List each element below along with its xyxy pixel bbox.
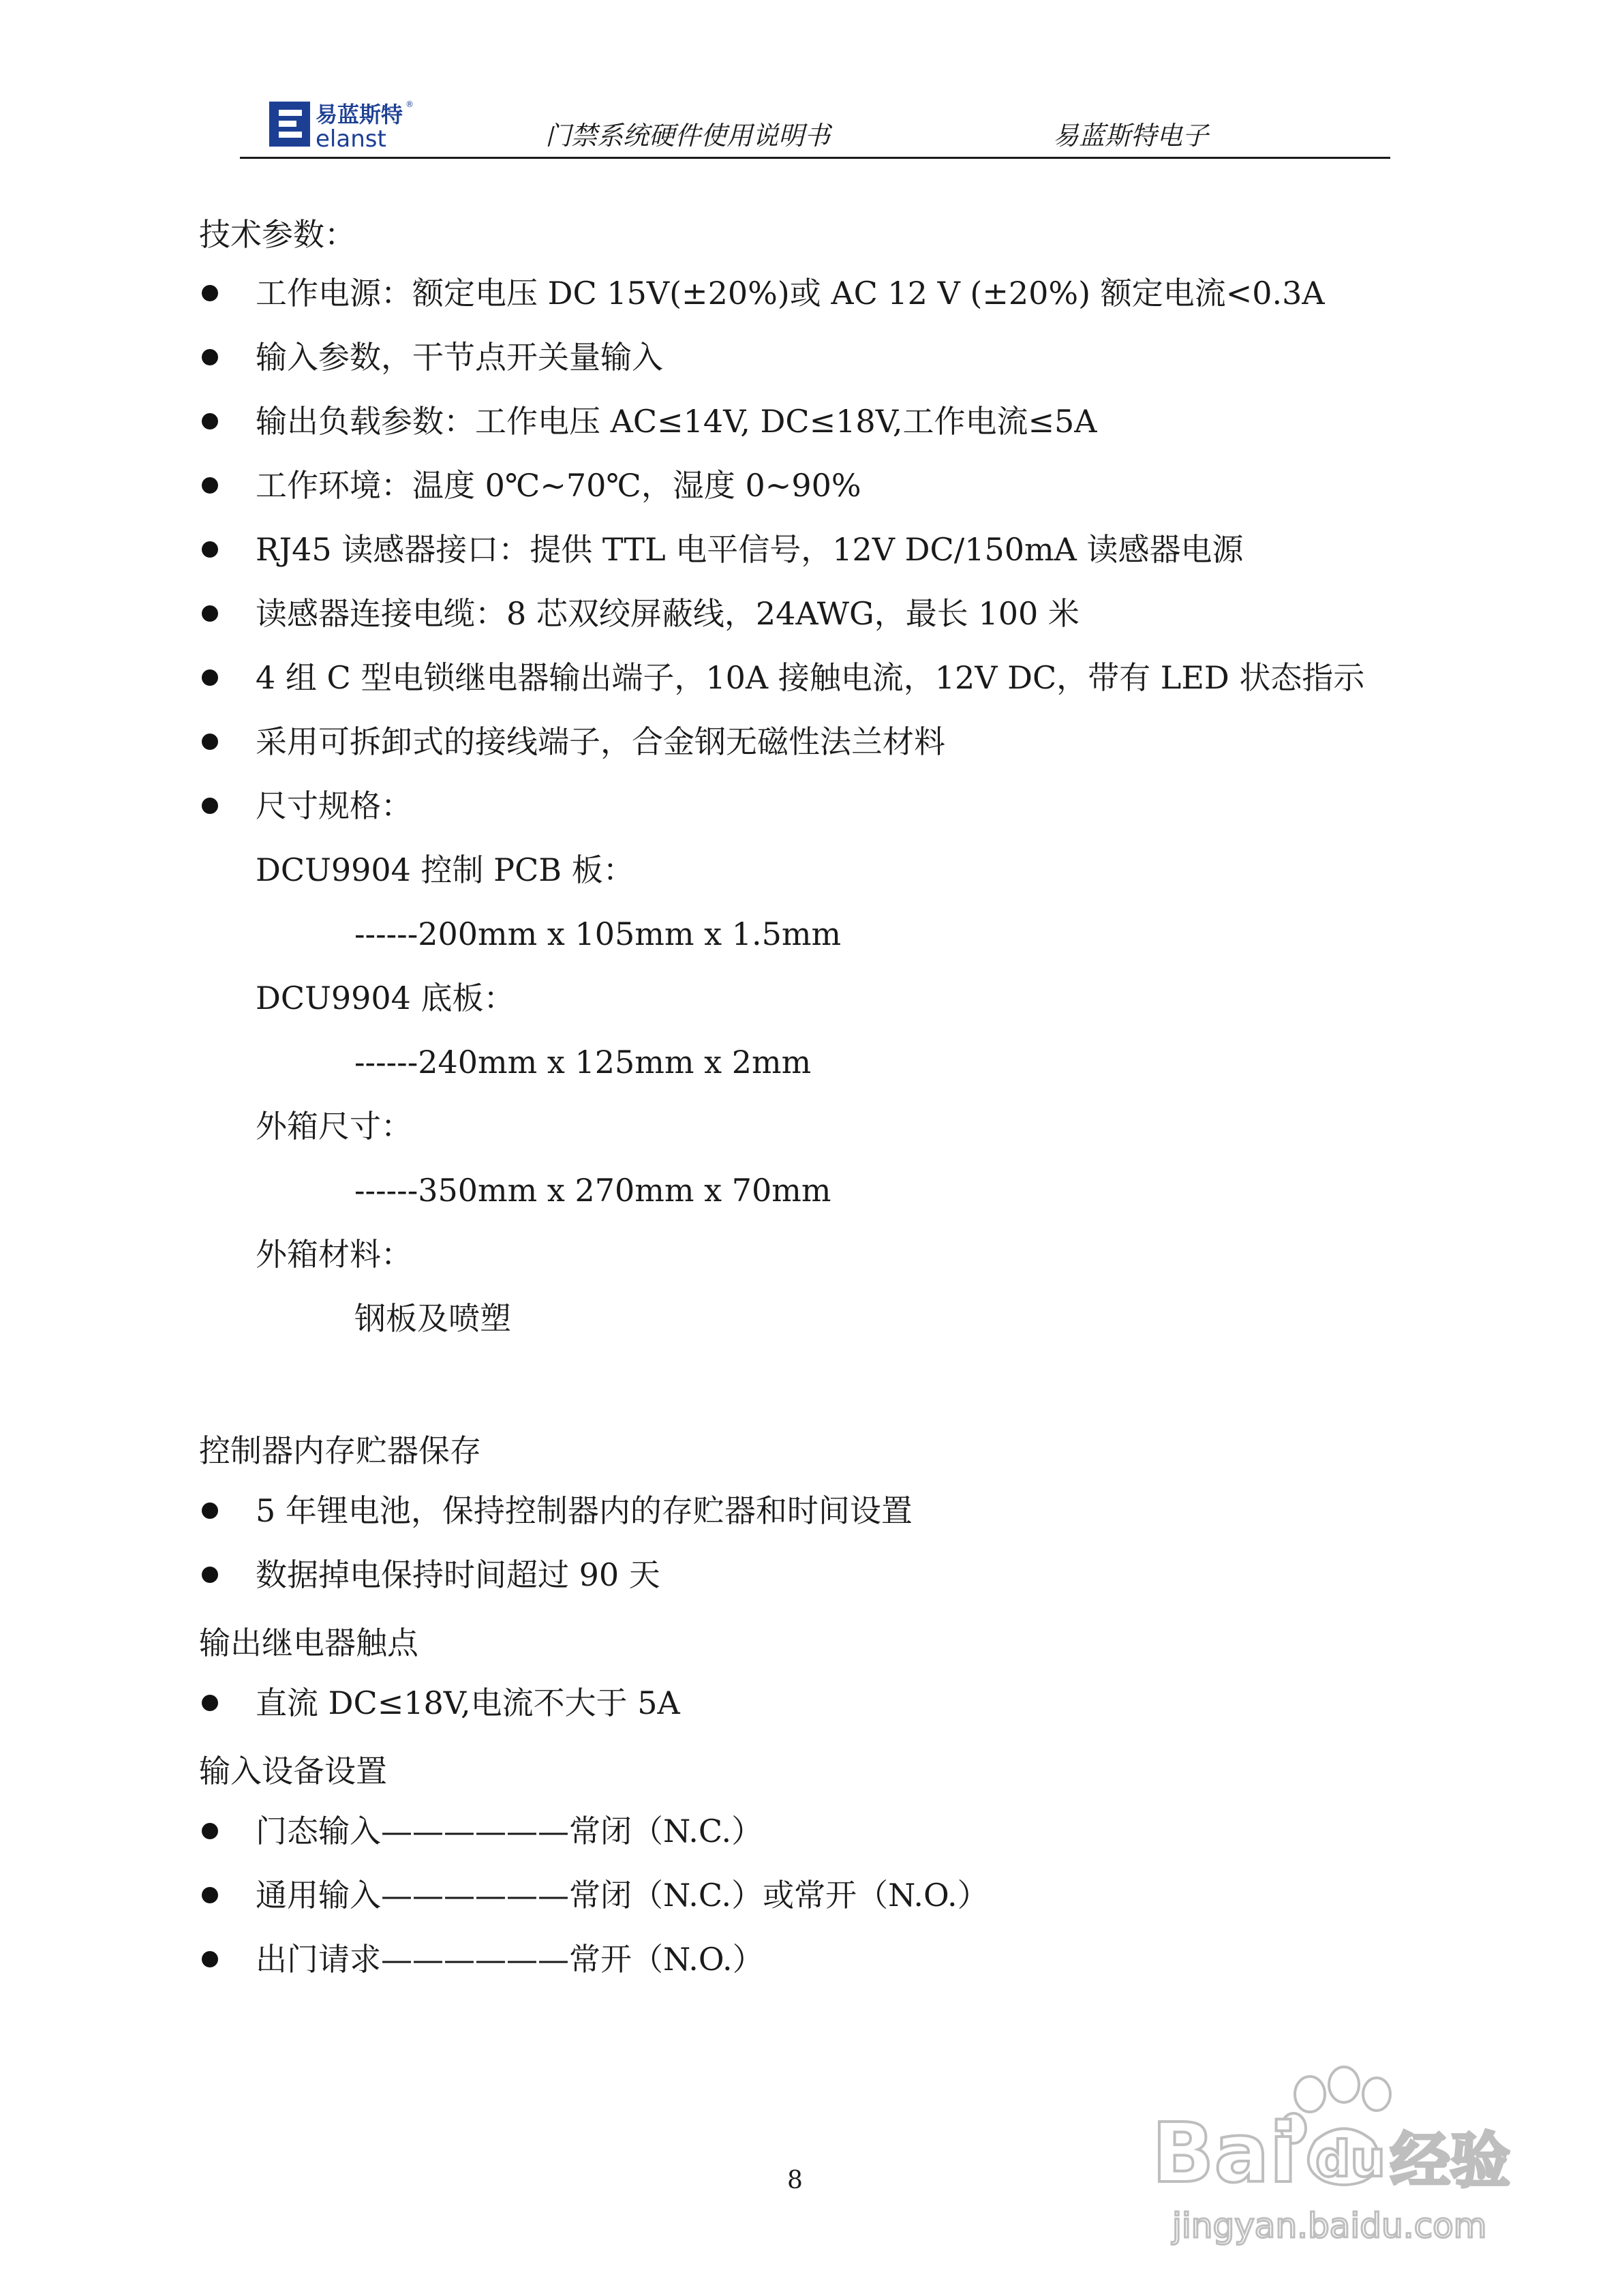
bullet-item: 工作环境：温度 0℃~70℃，湿度 0~90% [256,467,861,504]
bullet-item: 采用可拆卸式的接线端子，合金钢无磁性法兰材料 [256,723,945,760]
bullet-item: 直流 DC≤18V,电流不大于 5A [256,1685,680,1721]
company-name: 易蓝斯特电子 [1053,121,1209,151]
bullet-item: 输出负载参数：工作电压 AC≤14V, DC≤18V,工作电流≤5A [256,403,1097,440]
pcb-dims-label: DCU9904 控制 PCB 板： [256,851,634,888]
document-title: 门禁系统硬件使用说明书 [545,121,831,151]
box-dims-value: ------350mm x 270mm x 70mm [354,1172,831,1209]
logo-reg-mark: ® [406,100,414,109]
watermark-brand-du: du [1315,2130,1386,2188]
base-dims-label: DCU9904 底板： [256,980,515,1016]
bullet-item: 尺寸规格： [256,787,412,824]
bullet-item: 5 年锂电池，保持控制器内的存贮器和时间设置 [256,1492,913,1529]
logo-cn-text: 易蓝斯特 [316,102,403,127]
bullet-icon [202,1567,218,1583]
watermark-url: jingyan.baidu.com [1172,2206,1487,2246]
bullet-icon [202,1823,218,1839]
box-dims-label: 外箱尺寸： [256,1108,412,1145]
watermark-brand: Bai [1152,2106,1298,2201]
bullet-item: 通用输入——————常闭（N.C.）或常开（N.O.） [256,1877,989,1914]
bullet-icon [202,734,218,750]
pcb-dims-value: ------200mm x 105mm x 1.5mm [354,916,842,952]
memory-heading: 控制器内存贮器保存 [199,1432,481,1469]
logo-en-text: elanst [316,125,386,151]
bullet-icon [202,349,218,365]
bullet-icon [202,285,218,301]
input-devices-heading: 输入设备设置 [199,1753,387,1789]
box-material-value: 钢板及喷塑 [354,1300,511,1337]
bullet-item: 工作电源：额定电压 DC 15V(±20%)或 AC 12 V (±20%) 额定电流<0.3A [256,275,1325,312]
bullet-icon [202,1502,218,1519]
box-material-label: 外箱材料： [256,1236,412,1273]
bullet-item: 4 组 C 型电锁继电器输出端子，10A 接触电流，12V DC，带有 LED 状态指示 [256,659,1365,696]
bullet-item: 数据掉电保持时间超过 90 天 [256,1556,660,1593]
bullet-icon [202,798,218,814]
watermark-product: 经验 [1390,2126,1511,2196]
bullet-item: 输入参数，干节点开关量输入 [256,339,663,376]
bullet-icon [202,605,218,622]
bullet-icon [202,1887,218,1903]
bullet-item: RJ45 读感器接口：提供 TTL 电平信号，12V DC/150mA 读感器电源 [256,531,1244,568]
bullet-item: 出门请求——————常开（N.O.） [256,1941,764,1978]
relay-heading: 输出继电器触点 [199,1625,418,1661]
bullet-icon [202,1951,218,1967]
bullet-icon [202,413,218,429]
header-divider [240,157,1390,159]
tech-params-heading: 技术参数： [199,216,356,253]
bullet-item: 读感器连接电缆：8 芯双绞屏蔽线，24AWG，最长 100 米 [256,595,1080,632]
base-dims-value: ------240mm x 125mm x 2mm [354,1044,812,1081]
bullet-icon [202,1695,218,1711]
bullet-icon [202,541,218,558]
bullet-icon [202,477,218,494]
company-logo [269,97,419,151]
bullet-item: 门态输入——————常闭（N.C.） [256,1813,763,1849]
bullet-icon [202,669,218,686]
baidu-jingyan-watermark [1131,2052,1540,2256]
page-number: 8 [787,2166,803,2194]
